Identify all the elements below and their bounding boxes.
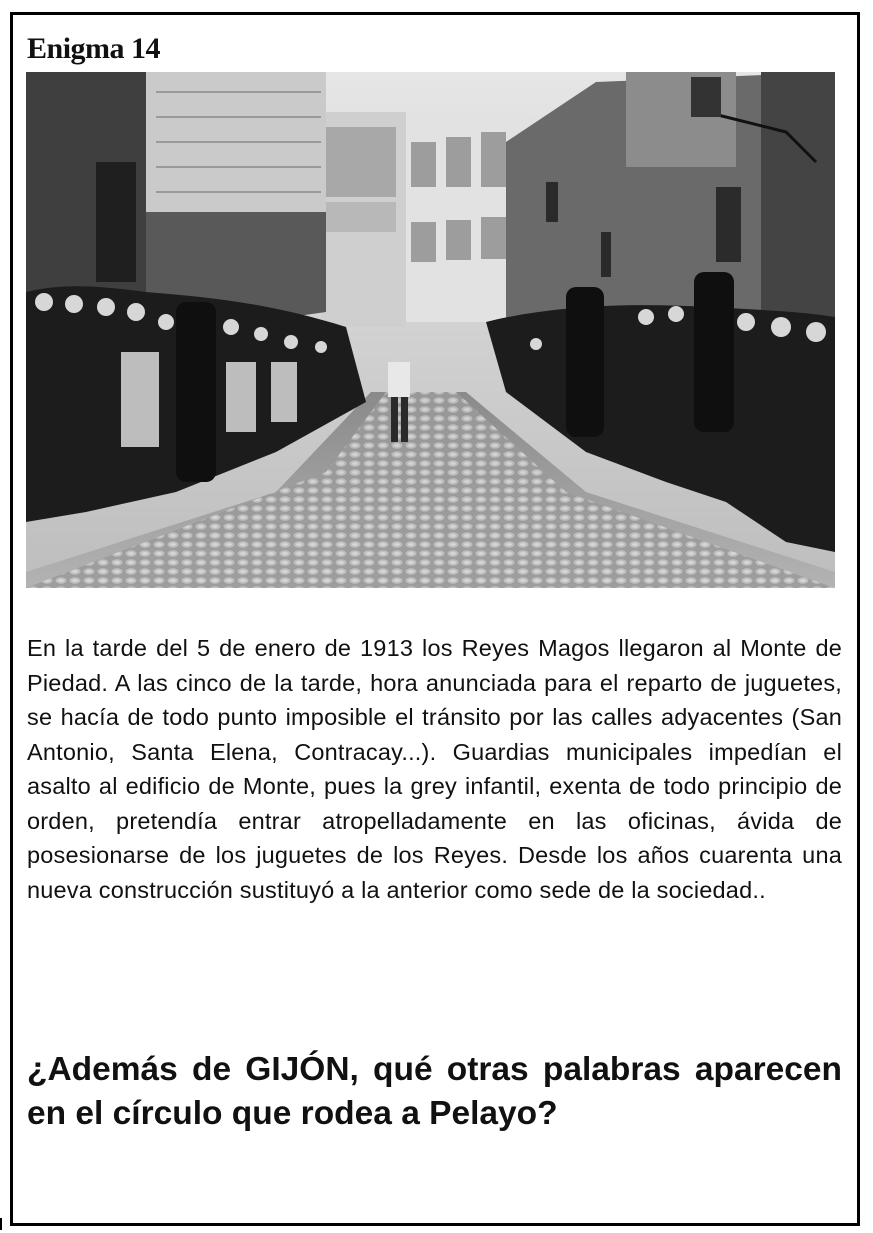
page-title: Enigma 14 xyxy=(27,32,161,65)
frame-corner-mark xyxy=(0,1218,12,1230)
story-paragraph: En la tarde del 5 de enero de 1913 los Reyes Magos llegaron al Monte de Piedad. A las cinco de la tarde, hora anunciada para el reparto de juguetes, se hacía de todo punto imposible el tránsito por las calles adyacentes (San Antonio, Santa Elena, Contracay...). Guardias municipales impedían el asalto al edificio de Monte, pues la grey infantil, exenta de todo principio de orden, pretendía entrar atropelladamente en las oficinas, ávida de posesionarse de los juguetes de los Reyes. Desde los años cuarenta una nueva construcción sustituyó a la anterior como sede de la sociedad.. xyxy=(27,635,842,903)
historic-street-photo-icon xyxy=(26,72,835,588)
enigma-question: ¿Además de GIJÓN, qué otras palabras aparecen en el círculo que rodea a Pelayo? xyxy=(27,1051,842,1132)
